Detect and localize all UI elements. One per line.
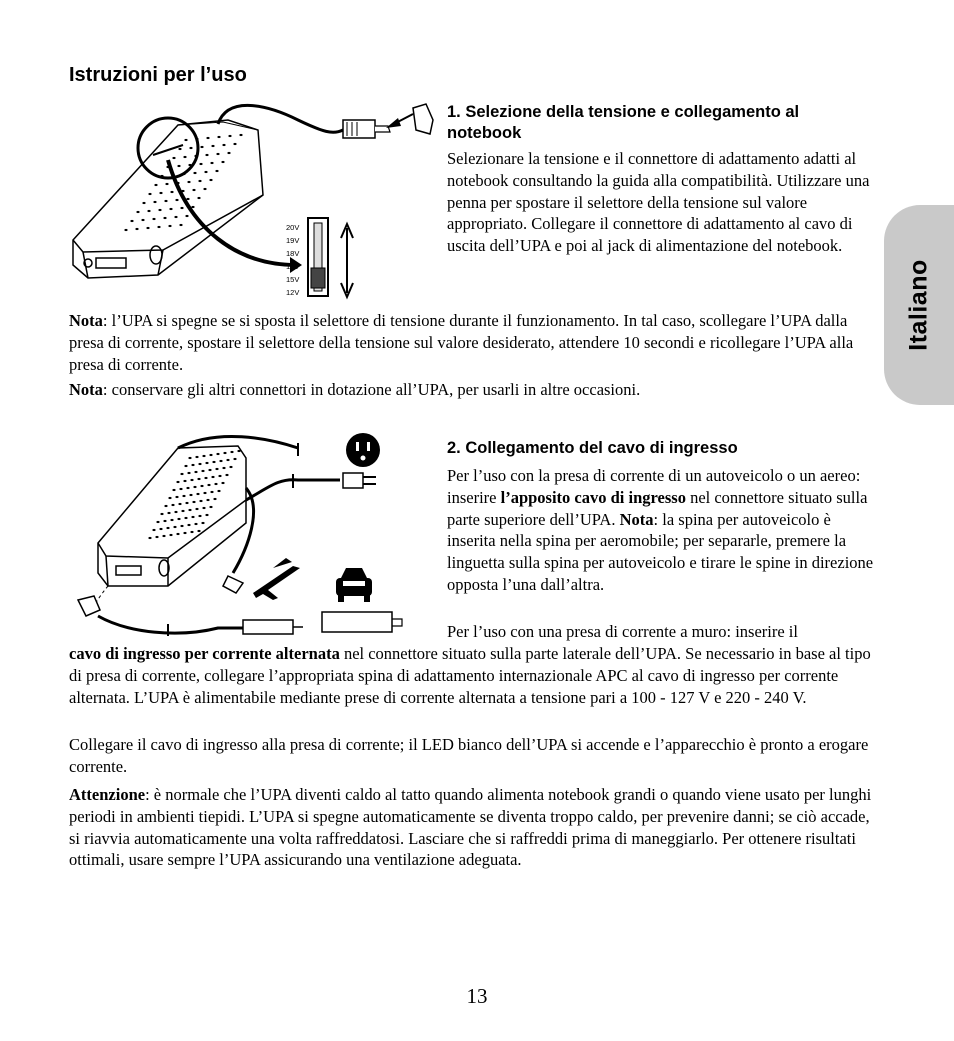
vent-hole [136, 211, 139, 213]
vent-hole [216, 153, 219, 155]
note-2-text: : conservare gli altri connettori in dotazione all’UPA, per usarli in altre occasioni. [102, 380, 641, 399]
vent-hole [204, 477, 207, 479]
vent-hole [201, 522, 204, 524]
vent-hole [160, 513, 163, 515]
vent-hole [206, 137, 209, 139]
text-run: Per l’uso con la presa di corrente di un autoveicolo o un aereo: inserire [447, 466, 861, 507]
voltage-label: 18V [286, 249, 300, 258]
voltage-label: 16V [286, 262, 300, 271]
vent-hole [184, 465, 187, 467]
vent-hole [223, 452, 226, 454]
vent-hole [200, 146, 203, 148]
vent-hole [209, 506, 212, 508]
vent-hole [172, 157, 175, 159]
vent-hole [191, 206, 194, 208]
vent-hole [162, 535, 165, 537]
vent-hole [185, 215, 188, 217]
vent-hole [202, 455, 205, 457]
language-tab-label: Italiano [904, 259, 933, 351]
vent-hole [141, 219, 144, 221]
vent-hole [173, 526, 176, 528]
vent-hole [205, 514, 208, 516]
vent-hole [154, 184, 157, 186]
vent-hole [215, 170, 218, 172]
vent-hole [199, 500, 202, 502]
vent-hole [147, 210, 150, 212]
vent-hole [204, 171, 207, 173]
note-1-text: : l’UPA si spegne se si sposta il selettore di tensione durante il funzionamento. In tal caso, scollegare l’UPA dalla presa di corrente, spostare il selettore della tensione sul valore desiderato, attendere 10 secondi e ricollegare l’UPA alla presa di corrente. [69, 311, 854, 374]
vent-hole [195, 456, 198, 458]
section1-body: Selezionare la tensione e il connettore di adattamento adatti al notebook consultando la guida alla compatibilità. Utilizzare una penna per spostare il selettore della tensione sul valore appropriato. Collegare il connettore di adattamento al cavo di uscita dell’UPA e poi al jack di alimentazione del notebook. [447, 149, 870, 256]
vent-hole [215, 468, 218, 470]
vent-hole [217, 490, 220, 492]
vent-hole [207, 484, 210, 486]
vent-hole [179, 488, 182, 490]
section2-paragraph2-start: Per l’uso con una presa di corrente a muro: inserire il [447, 622, 798, 641]
vent-hole [164, 505, 167, 507]
vent-hole [148, 193, 151, 195]
vent-hole [170, 519, 173, 521]
vent-hole [168, 497, 171, 499]
vent-hole [155, 536, 158, 538]
vent-hole [218, 475, 221, 477]
vent-hole [201, 470, 204, 472]
vent-hole [186, 198, 189, 200]
vent-hole [180, 525, 183, 527]
vent-hole [146, 227, 149, 229]
vent-hole [221, 482, 224, 484]
vent-hole [209, 179, 212, 181]
vent-hole [186, 487, 189, 489]
vent-hole [159, 528, 162, 530]
language-tab [884, 205, 954, 405]
vent-hole [176, 481, 179, 483]
vent-hole [213, 498, 216, 500]
vent-hole [221, 161, 224, 163]
vent-hole [168, 225, 171, 227]
vent-hole [227, 152, 230, 154]
vent-hole [237, 450, 240, 452]
vent-hole [193, 172, 196, 174]
vent-hole [175, 496, 178, 498]
vent-hole [169, 208, 172, 210]
vent-hole [233, 143, 236, 145]
vent-hole [196, 493, 199, 495]
vent-hole [163, 217, 166, 219]
voltage-label: 19V [286, 236, 300, 245]
vent-hole [222, 467, 225, 469]
vent-hole [189, 147, 192, 149]
vent-hole [194, 523, 197, 525]
section2-heading: 2. Collegamento del cavo di ingresso [447, 439, 738, 457]
vent-hole [184, 517, 187, 519]
vent-hole [185, 502, 188, 504]
vent-hole [190, 479, 193, 481]
vent-hole [197, 478, 200, 480]
vent-hole [130, 220, 133, 222]
vent-hole [178, 503, 181, 505]
vent-hole [153, 201, 156, 203]
vent-hole [156, 521, 159, 523]
vent-hole [183, 156, 186, 158]
note-2 [69, 379, 884, 401]
vent-hole [188, 457, 191, 459]
vent-hole [228, 135, 231, 137]
vent-hole [165, 183, 168, 185]
vent-hole [211, 476, 214, 478]
vent-hole [183, 532, 186, 534]
vent-hole [206, 499, 209, 501]
vent-hole [182, 495, 185, 497]
vent-hole [142, 202, 145, 204]
input-cable-figure [68, 428, 408, 638]
vent-hole [180, 207, 183, 209]
warning-text: : è normale che l’UPA diventi caldo al tatto quando alimenta notebook grandi o quando viene usato per lunghi periodi in ambienti tiepidi. L’UPA si spegne automaticamente se diventa troppo caldo, per prevenire danni; se ciò accade, si riavvia automaticamente una volta raffreddatosi. Lasciare che si raffreddi prima di maneggiarlo. Per ottenere risultati ottimali, usare sempre l’UPA assicurando una ventilazione adeguata. [69, 785, 872, 870]
vent-hole [210, 162, 213, 164]
vent-hole [192, 189, 195, 191]
section2-paragraph1 [447, 465, 883, 596]
warning-label: Attenzione [69, 785, 146, 804]
vent-hole [198, 515, 201, 517]
text-run: nel connettore situato sulla parte superiore dell’UPA. [447, 487, 868, 529]
note-label: Nota [69, 380, 103, 399]
vent-hole [211, 145, 214, 147]
vent-hole [188, 509, 191, 511]
section1-heading: 1. Selezione della tensione e collegamento al notebook [447, 103, 800, 142]
section2-paragraph3: Collegare il cavo di ingresso alla presa di corrente; il LED bianco dell’UPA si accende e l’apparecchio è pronto a erogare corrente. [69, 735, 869, 776]
vent-hole [239, 134, 242, 136]
vent-hole [189, 494, 192, 496]
vent-hole [205, 462, 208, 464]
vent-hole [203, 188, 206, 190]
vent-hole [177, 165, 180, 167]
vent-hole [179, 224, 182, 226]
vent-hole [175, 199, 178, 201]
vent-hole [225, 474, 228, 476]
vent-hole [229, 466, 232, 468]
vent-hole [193, 486, 196, 488]
vent-hole [169, 534, 172, 536]
vent-hole [171, 504, 174, 506]
vent-hole [187, 181, 190, 183]
vent-hole [163, 520, 166, 522]
vent-hole [167, 512, 170, 514]
vent-hole [152, 218, 155, 220]
section2-paragraph2 [69, 643, 884, 708]
text-run: nel connettore situato sulla parte laterale dell’UPA. Se necessario in base al tipo di presa di corrente, collegare l’appropriata spina di adattamento internazionale APC al cavo di ingresso per corrente alternata. L’UPA è alimentabile mediante prese di corrente alternata a tensione pari a 100 - 127 V e 220 - 240 V. [69, 644, 871, 707]
vent-hole [176, 533, 179, 535]
vent-hole [180, 473, 183, 475]
vent-hole [219, 460, 222, 462]
vent-hole [174, 216, 177, 218]
warning-paragraph [69, 784, 884, 871]
vent-hole [208, 469, 211, 471]
vent-hole [233, 458, 236, 460]
vent-hole [217, 136, 220, 138]
voltage-label: 20V [286, 223, 300, 232]
vent-hole [199, 163, 202, 165]
vent-hole [166, 527, 169, 529]
vent-hole [191, 516, 194, 518]
vent-hole [190, 531, 193, 533]
vent-hole [202, 507, 205, 509]
vent-hole [197, 530, 200, 532]
vent-hole [187, 472, 190, 474]
vent-hole [187, 524, 190, 526]
vent-hole [212, 461, 215, 463]
vent-hole [135, 228, 138, 230]
vent-hole [157, 226, 160, 228]
adapter-voltage-figure [68, 100, 448, 305]
vent-hole [178, 148, 181, 150]
page-title: Istruzioni per l’uso [69, 64, 247, 86]
vent-hole [226, 459, 229, 461]
vent-hole [198, 180, 201, 182]
vent-hole [159, 192, 162, 194]
vent-hole [203, 492, 206, 494]
vent-hole [230, 451, 233, 453]
vent-hole [210, 491, 213, 493]
text-run: : la spina per autoveicolo è inserita nella spina per aeromobile; per separarle, premere la linguetta sulla spina per autoveicolo e tirare le spine in direzione opposta l’una dall’altra. [447, 509, 874, 594]
vent-hole [184, 139, 187, 141]
vent-hole [152, 529, 155, 531]
vent-hole [191, 464, 194, 466]
vent-hole [124, 229, 127, 231]
vent-hole [195, 508, 198, 510]
voltage-label: 15V [286, 275, 300, 284]
text-run-bold: cavo di ingresso per corrente alternata [69, 644, 340, 663]
vent-hole [170, 191, 173, 193]
vent-hole [174, 511, 177, 513]
vent-hole [148, 537, 151, 539]
text-run-bold: Nota [619, 509, 654, 529]
vent-hole [192, 501, 195, 503]
note-1 [69, 310, 884, 375]
vent-hole [209, 454, 212, 456]
vent-hole [222, 144, 225, 146]
vent-hole [183, 480, 186, 482]
vent-hole [198, 463, 201, 465]
page-number: 13 [466, 984, 488, 1008]
text-run-bold: l’apposito cavo di ingresso [500, 487, 686, 507]
vent-hole [194, 471, 197, 473]
vent-hole [181, 510, 184, 512]
vent-hole [172, 489, 175, 491]
note-label: Nota [69, 311, 103, 330]
vent-hole [158, 209, 161, 211]
vent-hole [216, 453, 219, 455]
voltage-label: 12V [286, 288, 300, 297]
vent-hole [214, 483, 217, 485]
vent-hole [177, 518, 180, 520]
vent-hole [164, 200, 167, 202]
vent-hole [197, 197, 200, 199]
vent-hole [200, 485, 203, 487]
vent-hole [205, 154, 208, 156]
